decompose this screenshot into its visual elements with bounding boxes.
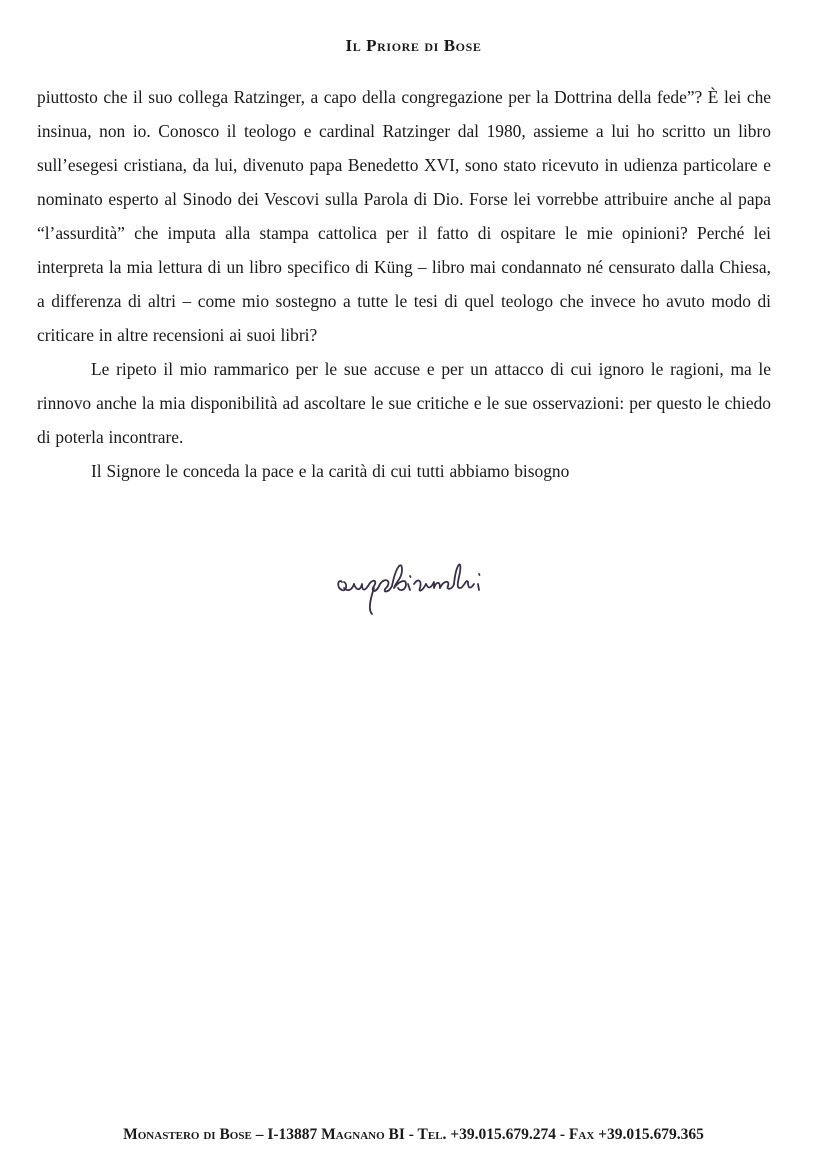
footer-address: Monastero di Bose – I-13887 Magnano BI - Tel. +39.015.679.274 - Fax +39.015.679.365 (123, 1126, 704, 1143)
paragraph-continuation: piuttosto che il suo collega Ratzinger, a capo della congregazione per la Dottrina della fede”? È lei che insinua, non io. Conosco il teologo e cardinal Ratzinger dal 1980, assieme a lui ho scritto un libro sull’esegesi cristiana, da lui, divenuto papa Benedetto XVI, sono stato ricevuto in udienza particolare e nominato esperto al Sinodo dei Vescovi sulla Parola di Dio. Forse lei vorrebbe attribuire anche al papa “l’assurdità” che imputa alla stampa cattolica per il fatto di ospitare le mie opinioni? Perché lei interpreta la mia lettura di un libro specifico di Küng – libro mai condannato né censurato dalla Chiesa, a differenza di altri – come mio sostegno a tutte le tesi di quel teologo che invece ho avuto modo di criticare in altre recensioni ai suoi libri? (37, 87, 771, 345)
letter-body (37, 80, 771, 488)
paragraph-regret: Le ripeto il mio rammarico per le sue accuse e per un attacco di cui ignoro le ragioni, ma le rinnovo anche la mia disponibilità ad ascoltare le sue critiche e le sue osservazioni: per questo le chiedo di poterla incontrare. (37, 359, 771, 447)
letterhead-title: Il Priore di Bose (345, 36, 482, 55)
paragraph-closing: Il Signore le conceda la pace e la carità di cui tutti abbiamo bisogno (91, 461, 570, 481)
handwritten-signature (334, 548, 490, 618)
